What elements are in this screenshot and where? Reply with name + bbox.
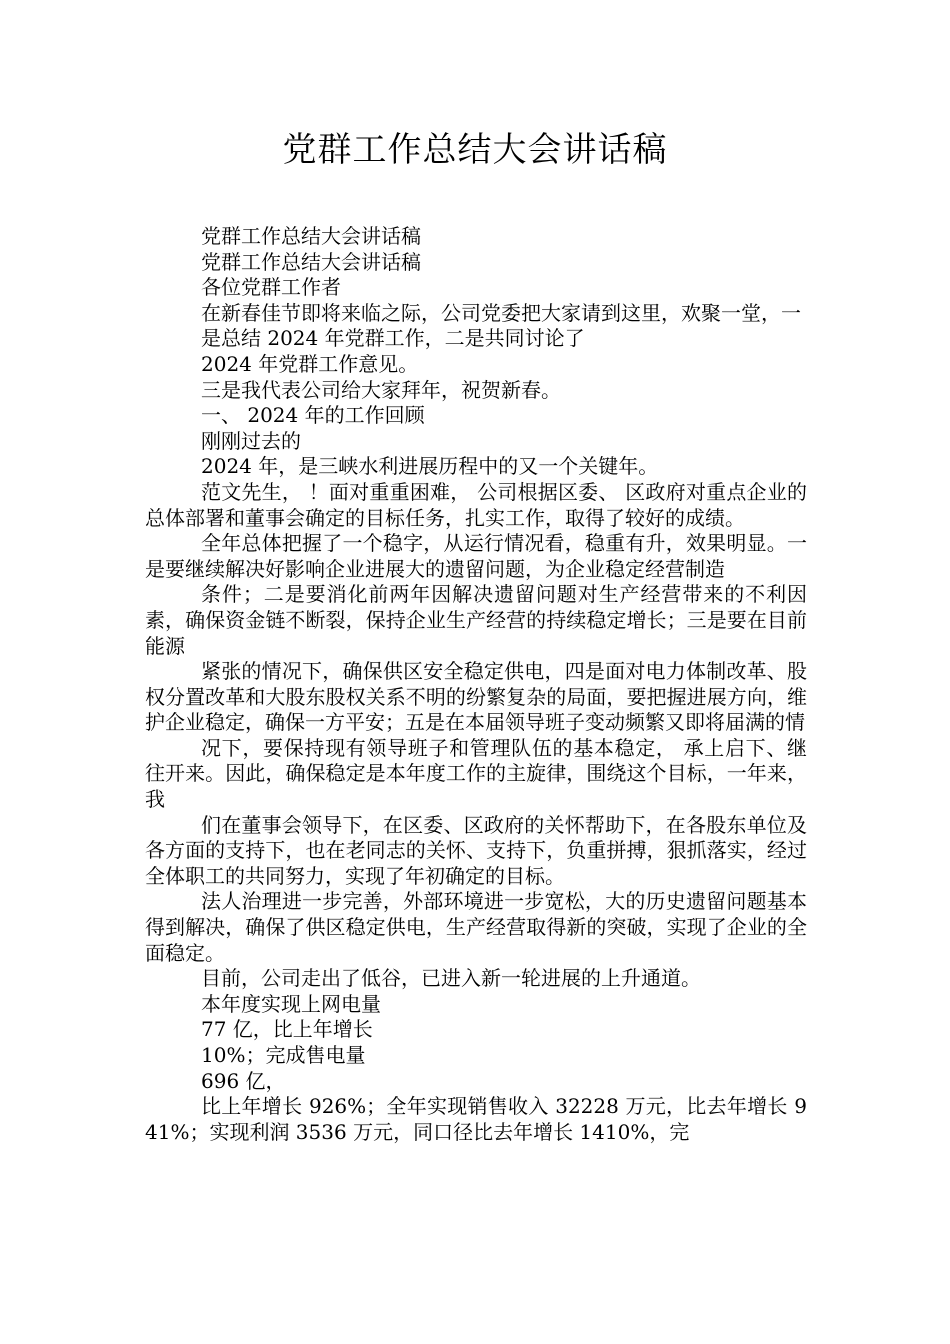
- paragraph: 三是我代表公司给大家拜年，祝贺新春。: [201, 377, 561, 402]
- document-body: [145, 224, 807, 1145]
- paragraph: 2024 年党群工作意见。: [201, 351, 419, 376]
- paragraph: 们在董事会领导下，在区委、区政府的关怀帮助下，在各股东单位及各方面的支持下，也在老同志的关怀、支持下，负重拼搏，狠抓落实，经过全体职工的共同努力，实现了年初确定的目标。: [145, 812, 807, 888]
- paragraph: 比上年增长 926%；全年实现销售收入 32228 万元，比去年增长 941%；实现利润 3536 万元，同口径比去年增长 1410%，完: [145, 1094, 807, 1144]
- paragraph: 条件；二是要消化前两年因解决遗留问题对生产经营带来的不利因素，确保资金链不断裂，保持企业生产经营的持续稳定增长；三是要在目前能源: [145, 582, 807, 658]
- paragraph: 范文先生， ！面对重重困难， 公司根据区委、 区政府对重点企业的总体部署和董事会确定的目标任务，扎实工作，取得了较好的成绩。: [145, 479, 807, 530]
- document-title: 党群工作总结大会讲话稿: [282, 130, 668, 170]
- paragraph: 一、 2024 年的工作回顾: [201, 403, 425, 428]
- paragraph: 2024 年，是三峡水利进展历程中的又一个关键年。: [201, 454, 659, 479]
- paragraph: 696 亿，: [201, 1068, 286, 1093]
- paragraph: 在新春佳节即将来临之际，公司党委把大家请到这里，欢聚一堂，一: [201, 300, 801, 325]
- paragraph: 10%；完成售电量: [201, 1043, 366, 1067]
- paragraph: 党群工作总结大会讲话稿: [201, 224, 421, 248]
- paragraph: 党群工作总结大会讲话稿: [201, 249, 421, 274]
- paragraph: 各位党群工作者: [201, 275, 341, 300]
- paragraph: 法人治理进一步完善，外部环境进一步宽松，大的历史遗留问题基本得到解决，确保了供区稳定供电，生产经营取得新的突破，实现了企业的全面稳定。: [145, 889, 807, 965]
- paragraph: 77 亿，比上年增长: [201, 1017, 373, 1042]
- paragraph: 紧张的情况下，确保供区安全稳定供电，四是面对电力体制改革、股权分置改革和大股东股权关系不明的纷繁复杂的局面，要把握进展方向，维护企业稳定，确保一方平安；五是在本届领导班子变动频繁又即将届满的情: [145, 659, 807, 735]
- paragraph: 全年总体把握了一个稳字，从运行情况看，稳重有升，效果明显。一是要继续解决好影响企业进展大的遗留问题，为企业稳定经营制造: [145, 531, 807, 581]
- paragraph: 况下，要保持现有领导班子和管理队伍的基本稳定， 承上启下、继往开来。因此，确保稳定是本年度工作的主旋律，围绕这个目标，一年来，我: [145, 735, 807, 812]
- paragraph: 本年度实现上网电量: [201, 991, 381, 1016]
- paragraph: 目前，公司走出了低谷，已进入新一轮进展的上升通道。: [201, 966, 701, 991]
- paragraph: 是总结 2024 年党群工作，二是共同讨论了: [201, 326, 585, 351]
- paragraph: 刚刚过去的: [201, 428, 301, 453]
